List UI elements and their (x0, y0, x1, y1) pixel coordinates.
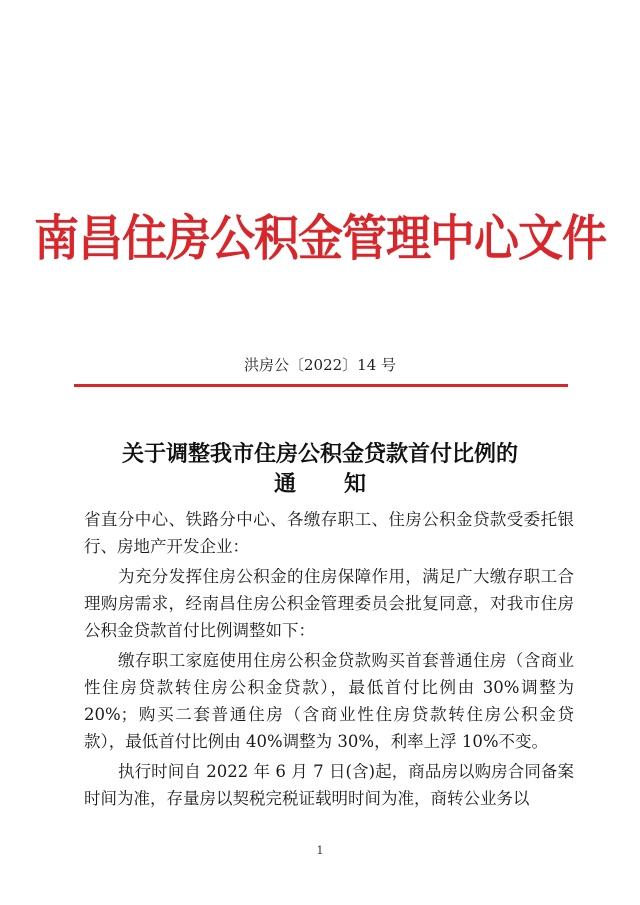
addressees: 省直分中心、铁路分中心、各缴存职工、住房公积金贷款受委托银行、房地产开发企业： (84, 510, 574, 556)
issuer-header: 南昌住房公积金管理中心文件 (33, 209, 606, 268)
document-number: 洪房公〔2022〕14 号 (243, 356, 397, 374)
red-divider-line (74, 384, 568, 387)
notice-title: 关于调整我市住房公积金贷款首付比例的 (121, 441, 518, 467)
document-body (84, 506, 574, 812)
body-paragraph: 为充分发挥住房公积金的住房保障作用，满足广大缴存职工合理购房需求，经南昌住房公积金管理委员会批复同意，对我市住房公积金贷款首付比例调整如下： (84, 567, 574, 640)
body-paragraph: 执行时间自 2022 年 6 月 7 日(含)起，商品房以购房合同备案时间为准，存量房以契税完税证载明时间为准，商转公业务以 (84, 762, 574, 808)
body-paragraph: 缴存职工家庭使用住房公积金贷款购买首套普通住房（含商业性住房贷款转住房公积金贷款），最低首付比例由 30%调整为 20%；购买二套普通住房（含商业性住房贷款转住房公积金贷款），最低首付比例由 40%调整为 30%，利率上浮 10%不变。 (84, 651, 574, 751)
page-number: 1 (316, 844, 324, 857)
notice-subtitle: 通知 (273, 471, 414, 497)
